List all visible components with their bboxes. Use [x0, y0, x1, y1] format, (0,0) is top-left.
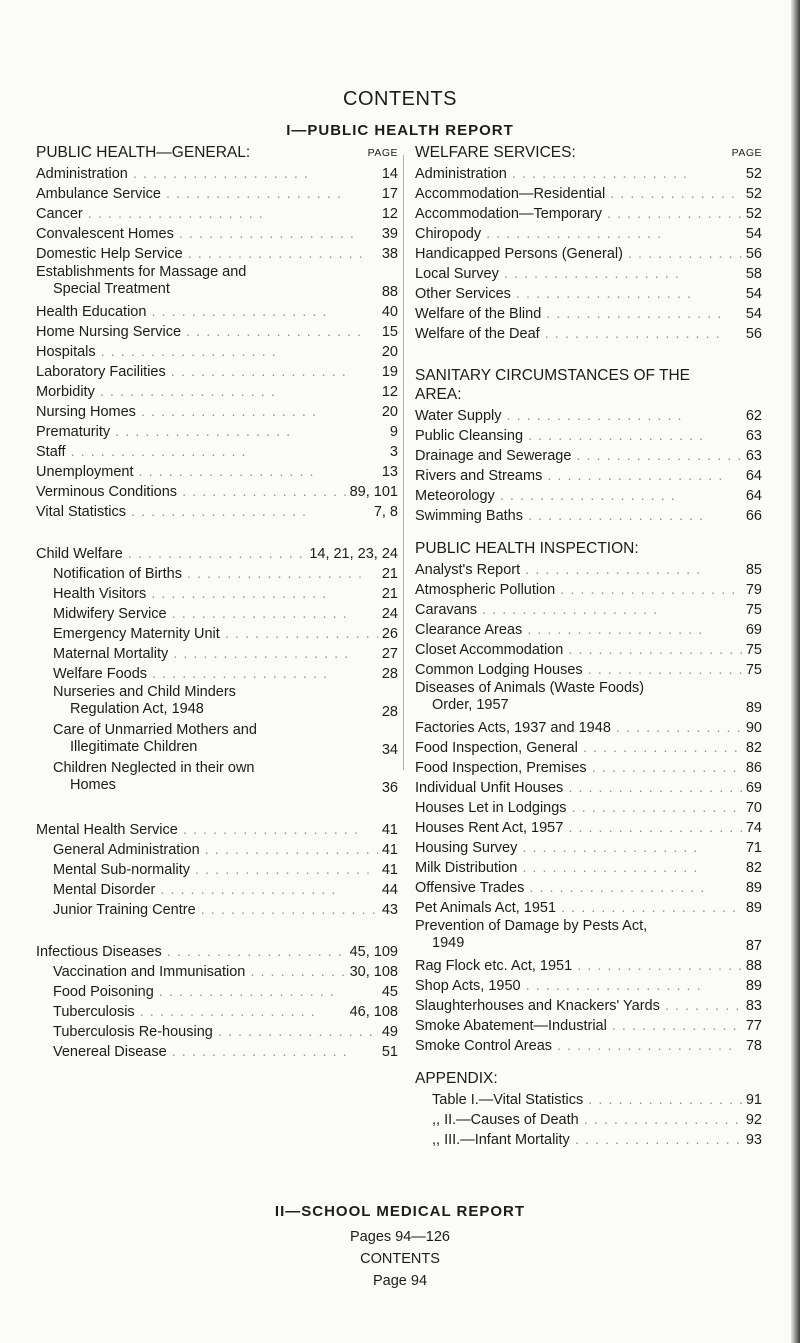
entry-page: 71	[742, 838, 762, 858]
toc-entry	[415, 184, 762, 204]
toc-entry	[36, 224, 398, 244]
entry-page: 20	[378, 402, 398, 422]
child-welfare-entry	[36, 722, 398, 760]
toc-entry	[415, 976, 762, 996]
entry-label: Administration . .	[36, 164, 366, 184]
entry-page: 41	[378, 860, 398, 880]
entry-page: 66	[742, 506, 762, 526]
entry-label: Smoke Control Areas . .	[415, 1036, 745, 1056]
entry-label: Smoke Abatement—Industrial . .	[415, 1016, 745, 1036]
toc-entry	[415, 680, 762, 718]
entry-page: 89	[742, 878, 762, 898]
entry-page: 19	[378, 362, 398, 382]
toc-entry	[415, 560, 762, 580]
child-welfare-heading	[36, 544, 398, 564]
toc-entry	[415, 996, 762, 1016]
entry-page: 39	[378, 224, 398, 244]
toc-entry	[415, 898, 762, 918]
toc-entry	[36, 422, 398, 442]
toc-entry	[415, 446, 762, 466]
toc-entry	[36, 362, 398, 382]
entry-label: Table I.—Vital Statistics . .	[432, 1090, 762, 1110]
infectious-diseases-entry	[36, 1022, 398, 1042]
entry-label: Welfare of the Blind . .	[415, 304, 745, 324]
entry-page: 28	[378, 664, 398, 684]
entry-label: Offensive Trades . .	[415, 878, 745, 898]
entry-page: 30, 108	[346, 962, 398, 982]
section-heading-sanitary: SANITARY CIRCUMSTANCES OF THE AREA:	[415, 367, 691, 403]
entry-label: ,, III.—Infant Mortality . .	[432, 1130, 762, 1150]
entry-page: 15	[378, 322, 398, 342]
child-welfare-entry	[36, 584, 398, 604]
toc-entry	[36, 322, 398, 342]
toc-entry	[415, 600, 762, 620]
entry-page: 88	[378, 282, 398, 302]
toc-entry	[415, 506, 762, 526]
toc-entry	[415, 1016, 762, 1036]
entry-label: Morbidity . .	[36, 382, 366, 402]
entry-label: Mental Sub-normality . .	[53, 860, 383, 880]
entry-label: Cancer . .	[36, 204, 366, 224]
entry-page: 56	[742, 324, 762, 344]
toc-entry	[415, 878, 762, 898]
entry-label: Nursing Homes . .	[36, 402, 366, 422]
entry-page: 75	[742, 640, 762, 660]
entry-label: Mental Disorder . .	[53, 880, 383, 900]
entry-label: Closet Accommodation . .	[415, 640, 745, 660]
entry-label: Analyst's Report . .	[415, 560, 745, 580]
toc-entry	[415, 758, 762, 778]
entry-page: 93	[742, 1130, 762, 1150]
left-column	[36, 142, 398, 1062]
entry-page: 75	[742, 660, 762, 680]
entry-page: 92	[742, 1110, 762, 1130]
page-edge-shadow	[791, 0, 800, 1343]
entry-page: 63	[742, 446, 762, 466]
entry-label: Tuberculosis Re-housing . .	[53, 1022, 383, 1042]
toc-entry	[415, 284, 762, 304]
entry-label: Vaccination and Immunisation . .	[53, 962, 383, 982]
toc-entry	[36, 204, 398, 224]
entry-label: Maternal Mortality . .	[53, 644, 383, 664]
entry-label: Housing Survey . .	[415, 838, 745, 858]
toc-entry	[415, 164, 762, 184]
entry-label: Milk Distribution . .	[415, 858, 745, 878]
entry-page: 90	[742, 718, 762, 738]
entry-page: 86	[742, 758, 762, 778]
child-welfare-entry	[36, 644, 398, 664]
entry-page: 58	[742, 264, 762, 284]
entry-label: Local Survey . .	[415, 264, 745, 284]
column-divider	[403, 155, 404, 770]
entry-page: 69	[742, 620, 762, 640]
entry-label: Welfare of the Deaf . .	[415, 324, 745, 344]
entry-page: 69	[742, 778, 762, 798]
entry-page: 51	[378, 1042, 398, 1062]
entry-label: Child Welfare . .	[36, 544, 366, 564]
entry-page: 82	[742, 858, 762, 878]
entry-page: 78	[742, 1036, 762, 1056]
entry-page: 89	[742, 898, 762, 918]
entry-label: Care of Unmarried Mothers and Illegitimate Children	[53, 722, 257, 755]
mental-health-entry	[36, 900, 398, 920]
entry-label: Laboratory Facilities . .	[36, 362, 366, 382]
child-welfare-entry	[36, 604, 398, 624]
mental-health-heading	[36, 820, 398, 840]
child-welfare-entry	[36, 624, 398, 644]
entry-label: Ambulance Service . .	[36, 184, 366, 204]
entry-page: 62	[742, 406, 762, 426]
entry-page: 88	[742, 956, 762, 976]
entry-label: Rag Flock etc. Act, 1951 . .	[415, 956, 745, 976]
entry-page: 13	[378, 462, 398, 482]
toc-entry	[415, 324, 762, 344]
entry-label: Drainage and Sewerage . .	[415, 446, 745, 466]
entry-page: 45, 109	[346, 942, 398, 962]
entry-label: Health Visitors . .	[53, 584, 383, 604]
toc-entry	[36, 164, 398, 184]
welfare-list	[415, 164, 762, 344]
entry-page: 70	[742, 798, 762, 818]
toc-entry	[36, 302, 398, 322]
entry-label: Notification of Births . .	[53, 564, 383, 584]
entry-page: 43	[378, 900, 398, 920]
infectious-diseases-heading	[36, 942, 398, 962]
entry-label: Public Cleansing . .	[415, 426, 745, 446]
toc-entry	[36, 382, 398, 402]
toc-entry	[415, 718, 762, 738]
entry-page: 26	[378, 624, 398, 644]
entry-page: 82	[742, 738, 762, 758]
section-heading-public-health-general: PUBLIC HEALTH—GENERAL: PAGE	[36, 142, 398, 164]
infectious-diseases-section	[36, 942, 398, 1062]
entry-label: Factories Acts, 1937 and 1948 . .	[415, 718, 745, 738]
child-welfare-section	[36, 544, 398, 798]
entry-label: Atmospheric Pollution . .	[415, 580, 745, 600]
section-heading-welfare-services: WELFARE SERVICES: PAGE	[415, 142, 762, 164]
entry-label: Chiropody . .	[415, 224, 745, 244]
entry-label: Establishments for Massage and Special Treatment	[36, 264, 247, 297]
toc-entry	[36, 244, 398, 264]
right-column	[415, 142, 762, 1150]
entry-label: Administration . .	[415, 164, 745, 184]
toc-entry	[415, 660, 762, 680]
entry-page: 17	[378, 184, 398, 204]
toc-entry	[415, 486, 762, 506]
infectious-diseases-entry	[36, 1042, 398, 1062]
entry-page: 27	[378, 644, 398, 664]
page-column-label: PAGE	[728, 142, 762, 164]
entry-page: 14, 21, 23, 24	[305, 544, 398, 564]
entry-label: Water Supply . .	[415, 406, 745, 426]
entry-page: 21	[378, 564, 398, 584]
appendix-entry	[415, 1110, 762, 1130]
part2-title: II—SCHOOL MEDICAL REPORT	[274, 1203, 526, 1220]
entry-page: 34	[378, 740, 398, 760]
entry-page: 3	[386, 442, 398, 462]
section-heading-appendix: APPENDIX:	[415, 1070, 498, 1087]
entry-label: Slaughterhouses and Knackers' Yards . .	[415, 996, 745, 1016]
entry-label: Meteorology . .	[415, 486, 745, 506]
entry-page: 89	[742, 698, 762, 718]
entry-page: 54	[742, 224, 762, 244]
part2-page: Page 94	[372, 1273, 428, 1289]
toc-entry	[415, 1036, 762, 1056]
entry-label: Handicapped Persons (General) . .	[415, 244, 745, 264]
infectious-diseases-entry	[36, 982, 398, 1002]
entry-page: 36	[378, 778, 398, 798]
entry-label: Nurseries and Child Minders Regulation Act, 1948	[53, 684, 236, 717]
entry-label: Home Nursing Service . .	[36, 322, 366, 342]
entry-page: 89, 101	[346, 482, 398, 502]
toc-entry	[415, 798, 762, 818]
entry-page: 52	[742, 204, 762, 224]
entry-label: Vital Statistics . .	[36, 502, 366, 522]
toc-entry	[415, 406, 762, 426]
toc-entry	[415, 304, 762, 324]
entry-label: Domestic Help Service . .	[36, 244, 366, 264]
toc-entry	[415, 918, 762, 956]
entry-page: 21	[378, 584, 398, 604]
entry-label: Other Services . .	[415, 284, 745, 304]
toc-entry	[36, 502, 398, 522]
entry-page: 45	[378, 982, 398, 1002]
entry-label: Convalescent Homes . .	[36, 224, 366, 244]
entry-label: Food Inspection, General . .	[415, 738, 745, 758]
entry-page: 64	[742, 486, 762, 506]
toc-entry	[415, 838, 762, 858]
toc-entry	[415, 640, 762, 660]
child-welfare-entry	[36, 760, 398, 798]
entry-page: 41	[378, 820, 398, 840]
page-title: CONTENTS	[343, 88, 457, 110]
entry-label: Tuberculosis . .	[53, 1002, 383, 1022]
toc-entry	[415, 204, 762, 224]
entry-label: Food Poisoning . .	[53, 982, 383, 1002]
entry-label: Shop Acts, 1950 . .	[415, 976, 745, 996]
entry-label: Pet Animals Act, 1951 . .	[415, 898, 745, 918]
entry-label: Houses Rent Act, 1957 . .	[415, 818, 745, 838]
appendix-entry	[415, 1090, 762, 1110]
entry-label: Diseases of Animals (Waste Foods) Order, 1957	[415, 680, 645, 713]
entry-label: Junior Training Centre . .	[53, 900, 383, 920]
entry-label: Welfare Foods . .	[53, 664, 383, 684]
entry-label: Swimming Baths . .	[415, 506, 745, 526]
toc-entry	[415, 738, 762, 758]
part2-pages: Pages 94—126	[350, 1229, 450, 1245]
entry-label: Midwifery Service . .	[53, 604, 383, 624]
entry-page: 54	[742, 304, 762, 324]
entry-label: Children Neglected in their own Homes	[53, 760, 255, 793]
entry-page: 63	[742, 426, 762, 446]
appendix-entry	[415, 1130, 762, 1150]
toc-entry	[415, 620, 762, 640]
entry-page: 83	[742, 996, 762, 1016]
entry-label: Common Lodging Houses . .	[415, 660, 745, 680]
toc-entry	[415, 580, 762, 600]
child-welfare-entry	[36, 664, 398, 684]
entry-label: Health Education . .	[36, 302, 366, 322]
entry-page: 85	[742, 560, 762, 580]
entry-page: 46, 108	[346, 1002, 398, 1022]
toc-entry	[415, 956, 762, 976]
toc-entry	[36, 462, 398, 482]
mental-health-entry	[36, 860, 398, 880]
entry-label: Houses Let in Lodgings . .	[415, 798, 745, 818]
part1-title: I—PUBLIC HEALTH REPORT	[286, 122, 514, 139]
part2-contents: CONTENTS	[360, 1251, 440, 1267]
entry-page: 38	[378, 244, 398, 264]
page-column-label: PAGE	[364, 142, 398, 164]
entry-label: Prematurity . .	[36, 422, 366, 442]
toc-entry	[415, 224, 762, 244]
toc-entry	[36, 342, 398, 362]
entry-label: Hospitals . .	[36, 342, 366, 362]
section-heading-inspection: PUBLIC HEALTH INSPECTION:	[415, 540, 639, 557]
entry-label: Accommodation—Temporary . .	[415, 204, 745, 224]
inspection-list	[415, 560, 762, 1056]
entry-page: 74	[742, 818, 762, 838]
infectious-diseases-entry	[36, 962, 398, 982]
entry-page: 12	[378, 382, 398, 402]
appendix-list	[415, 1090, 762, 1150]
entry-label: Prevention of Damage by Pests Act, 1949	[415, 918, 648, 951]
child-welfare-entry	[36, 564, 398, 584]
entry-page: 79	[742, 580, 762, 600]
entry-label: Staff . .	[36, 442, 366, 462]
entry-page: 14	[378, 164, 398, 184]
toc-entry	[415, 818, 762, 838]
general-list	[36, 164, 398, 522]
entry-label: Infectious Diseases . .	[36, 942, 366, 962]
entry-page: 28	[378, 702, 398, 722]
toc-entry	[415, 466, 762, 486]
entry-label: Clearance Areas . .	[415, 620, 745, 640]
toc-entry	[415, 858, 762, 878]
entry-page: 9	[386, 422, 398, 442]
entry-label: Emergency Maternity Unit . .	[53, 624, 383, 644]
toc-entry	[36, 184, 398, 204]
sanitary-list	[415, 406, 762, 526]
child-welfare-entry	[36, 684, 398, 722]
toc-entry	[36, 442, 398, 462]
entry-page: 41	[378, 840, 398, 860]
entry-page: 52	[742, 164, 762, 184]
toc-entry	[36, 402, 398, 422]
mental-health-entry	[36, 880, 398, 900]
entry-label: General Administration . .	[53, 840, 383, 860]
entry-label: Rivers and Streams . .	[415, 466, 745, 486]
entry-page: 24	[378, 604, 398, 624]
entry-page: 40	[378, 302, 398, 322]
toc-entry	[36, 264, 398, 302]
entry-label: Individual Unfit Houses . .	[415, 778, 745, 798]
entry-page: 91	[742, 1090, 762, 1110]
mental-health-section	[36, 820, 398, 920]
entry-label: Mental Health Service . .	[36, 820, 366, 840]
toc-entry	[36, 482, 398, 502]
entry-label: Venereal Disease . .	[53, 1042, 383, 1062]
entry-label: Accommodation—Residential . .	[415, 184, 745, 204]
toc-entry	[415, 244, 762, 264]
entry-page: 64	[742, 466, 762, 486]
entry-page: 87	[742, 936, 762, 956]
entry-page: 49	[378, 1022, 398, 1042]
entry-label: Unemployment . .	[36, 462, 366, 482]
entry-page: 89	[742, 976, 762, 996]
entry-label: Food Inspection, Premises . .	[415, 758, 745, 778]
entry-page: 12	[378, 204, 398, 224]
entry-label: Caravans . .	[415, 600, 745, 620]
entry-page: 56	[742, 244, 762, 264]
part2-block	[0, 1203, 800, 1292]
entry-label: Verminous Conditions . .	[36, 482, 366, 502]
entry-page: 20	[378, 342, 398, 362]
entry-page: 52	[742, 184, 762, 204]
mental-health-entry	[36, 840, 398, 860]
entry-page: 54	[742, 284, 762, 304]
entry-page: 7, 8	[370, 502, 398, 522]
toc-entry	[415, 426, 762, 446]
toc-entry	[415, 778, 762, 798]
entry-label: ,, II.—Causes of Death . .	[432, 1110, 762, 1130]
entry-page: 75	[742, 600, 762, 620]
toc-entry	[415, 264, 762, 284]
infectious-diseases-entry	[36, 1002, 398, 1022]
entry-page: 77	[742, 1016, 762, 1036]
entry-page: 44	[378, 880, 398, 900]
